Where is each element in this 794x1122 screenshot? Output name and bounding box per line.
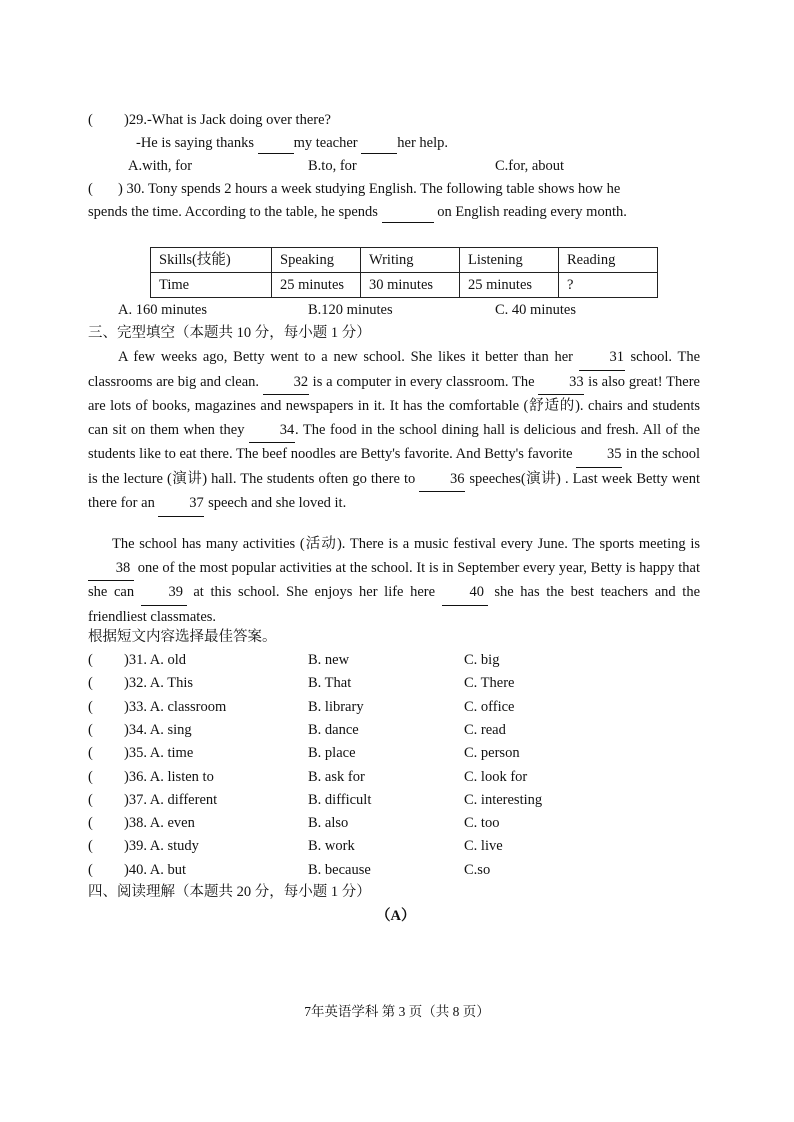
q29-text-c: her help. (397, 135, 448, 151)
paragraph-text: is a computer in every classroom. The (308, 373, 539, 390)
q30-stem-text-a: spends the time. According to the table, he spends (88, 204, 382, 220)
section4-heading: 四、阅读理解（本题共 20 分，每小题 1 分） (88, 884, 371, 900)
paragraph-text: speeches(演讲) . Last week Betty went there for an (88, 470, 701, 511)
paragraph-text: speech and she loved it. (204, 495, 347, 511)
cloze-blank-38: 38 (88, 557, 134, 582)
answer-paren: ( (88, 768, 93, 785)
choice-option-c: C. too (464, 815, 500, 832)
q29-paren: ( (88, 112, 93, 128)
choice-option-b: B. That (308, 675, 352, 692)
q30-blank (382, 202, 434, 223)
skills-table (150, 247, 658, 298)
q29-question: )29.-What is Jack doing over there? (124, 112, 331, 128)
table-header-cell: Skills(技能) (151, 248, 272, 273)
q30-stem-line1: ) 30. Tony spends 2 hours a week studying English. The following table shows how he (118, 181, 621, 197)
q29-text-b: my teacher (293, 135, 362, 151)
table-header-row (151, 248, 658, 273)
choice-option-b: B. library (308, 698, 364, 715)
choice-option-a: )37. A. different (124, 791, 218, 808)
cloze-blank-31: 31 (579, 346, 625, 371)
cloze-blank-36: 36 (419, 468, 465, 493)
choice-option-c: C. interesting (464, 791, 543, 808)
choice-option-a: )39. A. study (124, 838, 199, 855)
cloze-paragraph-2 (88, 533, 700, 629)
answer-paren: ( (88, 791, 93, 808)
section4-subheading: （A） (376, 908, 416, 924)
q29-text-a: -He is saying thanks (136, 135, 258, 151)
choice-option-a: )38. A. even (124, 815, 195, 832)
choice-option-b: B. also (308, 815, 349, 832)
answer-paren: ( (88, 652, 93, 668)
choice-option-a: )36. A. listen to (124, 768, 214, 785)
page-footer: 7年英语学科 第 3 页（共 8 页） (304, 1004, 490, 1019)
table-header-cell: Listening (460, 248, 559, 273)
paragraph-text: in the school is the lecture (演讲) hall. The students often go there to (88, 446, 700, 487)
choice-option-a: )34. A. sing (124, 721, 192, 738)
choice-option-c: C. read (464, 721, 506, 738)
choice-option-a: )40. A. but (124, 861, 187, 878)
answer-paren: ( (88, 698, 93, 715)
table-cell: ? (559, 273, 658, 298)
table-header-cell: Speaking (272, 248, 361, 273)
answer-paren: ( (88, 815, 93, 832)
q30-option-c: C. 40 minutes (495, 302, 576, 318)
choice-option-b: B. new (308, 652, 350, 668)
choice-option-b: B. because (308, 861, 371, 878)
choice-option-b: B. place (308, 745, 356, 762)
q29-blank-1 (258, 133, 294, 154)
q29-option-b: B.to, for (308, 158, 357, 174)
paragraph-text: A few weeks ago, Betty went to a new school. She likes it better than her (118, 349, 579, 365)
q29-blank-2 (361, 133, 397, 154)
q29-option-a: A.with, for (128, 158, 193, 174)
q29-option-c: C.for, about (495, 158, 565, 174)
paragraph-text: school. The classrooms are big and clean. (88, 349, 701, 390)
q29-sentence (136, 133, 448, 154)
q30-option-b: B.120 minutes (308, 302, 393, 318)
choice-option-c: C. office (464, 698, 515, 715)
paragraph-text: . The food in the school dining hall is delicious and fresh. All of the students like to eat there. The beef noodles are Betty's favorite. And Betty's favorite (88, 421, 700, 462)
section3-heading: 三、完型填空（本题共 10 分，每小题 1 分） (88, 325, 371, 341)
choice-option-c: C. live (464, 838, 503, 855)
cloze-blank-33: 33 (538, 371, 584, 396)
table-cell: Time (151, 273, 272, 298)
choice-option-b: B. ask for (308, 768, 365, 785)
cloze-blank-34: 34 (249, 419, 295, 444)
table-header-cell: Reading (559, 248, 658, 273)
q30-stem-line2 (88, 202, 627, 223)
table-cell: 25 minutes (460, 273, 559, 298)
paragraph-text: at this school. She enjoys her life here (186, 584, 442, 600)
paragraph-text: is also great! There are lots of books, magazines and newspapers in it. It has the comfortable (舒适的). chairs and students can sit on them when they (88, 373, 700, 438)
table-row (151, 273, 658, 298)
cloze-blank-35: 35 (576, 443, 622, 468)
answer-paren: ( (88, 721, 93, 738)
choice-option-b: B. work (308, 838, 355, 855)
answer-paren: ( (88, 838, 93, 855)
q30-paren: ( (88, 181, 93, 197)
choice-option-c: C. There (464, 675, 515, 692)
q30-option-a: A. 160 minutes (118, 302, 208, 318)
cloze-blank-40: 40 (442, 581, 488, 606)
cloze-paragraph-1 (88, 346, 700, 517)
section3-instruction: 根据短文内容选择最佳答案。 (88, 629, 277, 645)
answer-paren: ( (88, 861, 93, 878)
choice-option-c: C. big (464, 652, 500, 668)
paragraph-text: one of the most popular activities at the school. It is in September every year, Betty is happy that she can (88, 559, 700, 600)
choice-option-b: B. difficult (308, 791, 372, 808)
choice-option-c: C. person (464, 745, 520, 762)
answer-paren: ( (88, 675, 93, 692)
choice-option-a: )32. A. This (124, 675, 194, 692)
choice-option-a: )31. A. old (124, 652, 187, 668)
q30-stem-text-b: on English reading every month. (433, 204, 627, 220)
paragraph-text: The school has many activities (活动). There is a music festival every June. The sports meeting is (112, 536, 700, 552)
table-header-cell: Writing (361, 248, 460, 273)
cloze-blank-37: 37 (158, 492, 204, 517)
cloze-blank-39: 39 (141, 581, 187, 606)
table-cell: 25 minutes (272, 273, 361, 298)
choice-option-c: C. look for (464, 768, 528, 785)
table-cell: 30 minutes (361, 273, 460, 298)
choice-option-a: )35. A. time (124, 745, 194, 762)
paragraph-text: she has the best teachers and the friendliest classmates. (88, 584, 700, 625)
answer-paren: ( (88, 745, 93, 762)
choice-option-c: C.so (464, 861, 491, 878)
cloze-blank-32: 32 (263, 371, 309, 396)
choice-option-a: )33. A. classroom (124, 698, 227, 715)
choice-option-b: B. dance (308, 721, 359, 738)
